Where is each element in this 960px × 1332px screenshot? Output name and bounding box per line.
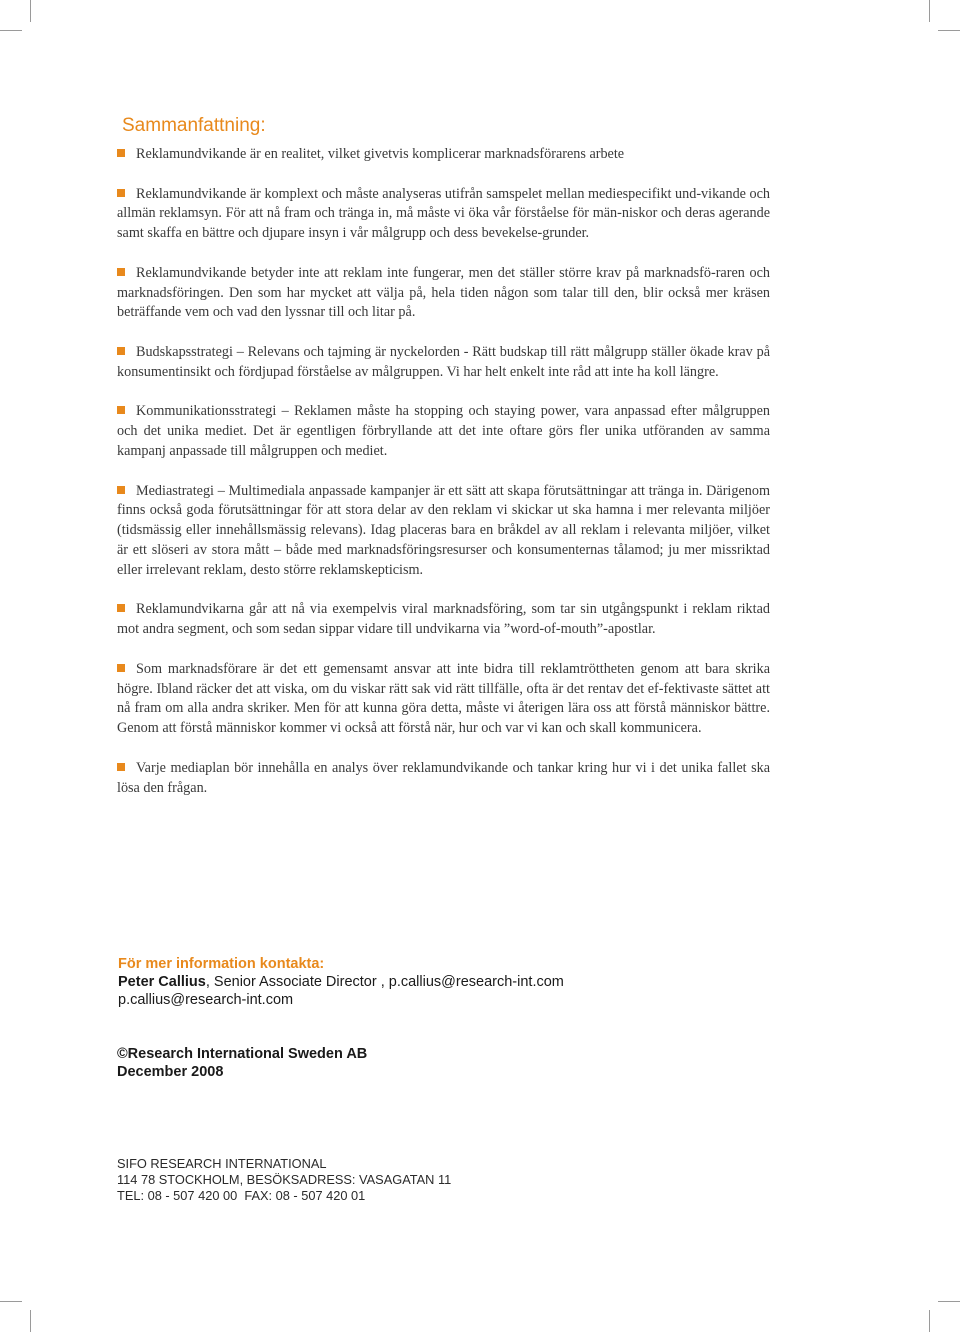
copyright-date: December 2008 (117, 1064, 224, 1080)
summary-bullet (117, 600, 770, 640)
bullet-text: Reklamundvikarna går att nå via exempelvis viral marknadsföring, som tar sin utgångspunkt i reklam riktad mot andra segment, och som sedan sippar vidare till undvikarna via ”word-of-mouth”-apostlar. (117, 601, 770, 638)
bullet-text: Reklamundvikande är komplext och måste analyseras utifrån samspelet mellan mediespecifikt und-vikande och allmän reklamsyn. För att nå fram och tränga in, må måste vi öka vår förståelse för män-niskor och deras agerande samt skaffa en bättre och djupare insyn i vår målgrupp och dess bevekelse-grunder. (117, 185, 770, 242)
summary-bullet (117, 185, 770, 244)
address-phone-fax: TEL: 08 - 507 420 00 FAX: 08 - 507 420 01 (117, 1188, 366, 1203)
contact-email: p.callius@research-int.com (118, 992, 294, 1008)
bullet-text: Reklamundvikande betyder inte att reklam inte fungerar, men det ställer större krav på marknadsfö-raren och marknadsföringen. Den som har mycket att välja på, hela tiden någon som talar till den, blir också mer kräsen beträffande vem och vad den lyssnar till och litar på. (117, 264, 770, 321)
square-bullet-icon (117, 486, 125, 494)
crop-mark (30, 1310, 31, 1332)
crop-mark (938, 30, 960, 31)
bullet-text: Varje mediaplan bör innehålla en analys över reklamundvikande och tankar kring hur vi i det unika fallet ska lösa den frågan. (117, 759, 770, 796)
bullet-text: Reklamundvikande är en realitet, vilket givetvis komplicerar marknadsförarens arbete (136, 146, 625, 162)
contact-block (118, 955, 564, 1009)
contact-heading: För mer information kontakta: (118, 956, 325, 972)
crop-mark (929, 1310, 930, 1332)
summary-bullet (117, 759, 770, 799)
square-bullet-icon (117, 268, 125, 276)
summary-bullet (117, 145, 770, 165)
contact-name: Peter Callius (118, 974, 206, 990)
summary-bullet (117, 343, 770, 383)
summary-title: Sammanfattning: (122, 115, 266, 136)
square-bullet-icon (117, 149, 125, 157)
copyright-company: ©Research International Sweden AB (117, 1046, 368, 1062)
summary-bullet (117, 482, 770, 581)
copyright-block (117, 1045, 367, 1081)
square-bullet-icon (117, 664, 125, 672)
address-street: 114 78 STOCKHOLM, BESÖKSADRESS: VASAGATAN 11 (117, 1172, 452, 1187)
summary-bullet (117, 402, 770, 461)
crop-mark (30, 0, 31, 22)
square-bullet-icon (117, 406, 125, 414)
address-block (117, 1156, 451, 1204)
square-bullet-icon (117, 604, 125, 612)
crop-mark (0, 1301, 22, 1302)
summary-bullet-list (117, 145, 770, 798)
contact-role-email: , Senior Associate Director , p.callius@research-int.com (205, 974, 564, 990)
bullet-text: Som marknadsförare är det ett gemensamt ansvar att inte bidra till reklamtröttheten genom att bara skrika högre. Ibland räcker det att viska, om du viskar rätt sak vid rätt tillfälle, ofta är det rentav det ef-fektivaste sättet att nå fram om alla andra skriker. Men för att kunna göra detta, måste vi återigen lära oss att förstå människor bättre. Genom att förstå människor kommer vi också att förstå när, hur och var vi kan och skall kommunicera. (117, 660, 770, 737)
square-bullet-icon (117, 347, 125, 355)
summary-bullet (117, 660, 770, 739)
bullet-text: Mediastrategi – Multimediala anpassade kampanjer är ett sätt att skapa förutsättningar att tränga in. Därigenom finns också goda förutsättningar för att stora delar av den reklam vi skickar ut ska hamna i mer relevanta miljöer (tidsmässig eller innehållsmässig relevans). Idag placeras bara en bråkdel av all reklam i relevanta miljöer, vilket är ett slöseri av stora mått – både med marknadsföringsresurser och konsumenternas tålamod; ju mer missriktad eller irrelevant reklam, desto större reklamskepticism. (117, 482, 770, 578)
summary-bullet (117, 264, 770, 323)
square-bullet-icon (117, 189, 125, 197)
address-company: SIFO RESEARCH INTERNATIONAL (117, 1156, 327, 1171)
bullet-text: Budskapsstrategi – Relevans och tajming är nyckelorden - Rätt budskap till rätt målgrupp ställer ökade krav på konsumentinsikt och fördjupad förståelse av målgruppen. Vi har helt enkelt inte råd att inte ha koll längre. (117, 343, 770, 380)
crop-mark (0, 30, 22, 31)
crop-mark (929, 0, 930, 22)
bullet-text: Kommunikationsstrategi – Reklamen måste ha stopping och staying power, vara anpassad efter målgruppen och det unika mediet. Det är egentligen förbryllande att det inte oftare görs fler unika utföranden av samma kampanj anpassade till målgruppen och mediet. (117, 403, 770, 459)
square-bullet-icon (117, 763, 125, 771)
crop-mark (938, 1301, 960, 1302)
contact-person (118, 973, 564, 991)
